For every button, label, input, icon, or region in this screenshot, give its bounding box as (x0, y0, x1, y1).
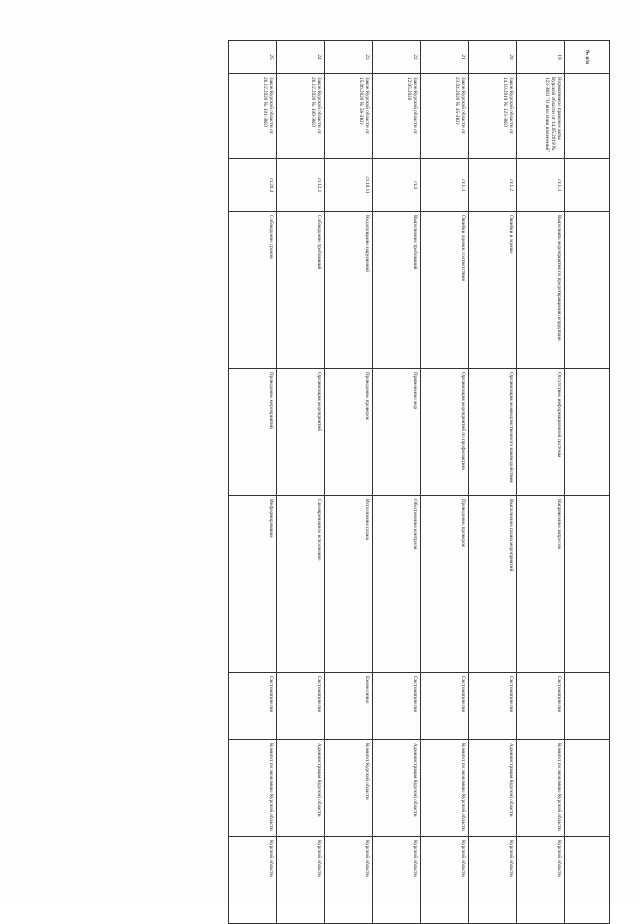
row-control: Курской области (325, 837, 373, 924)
row-measure: Направление запросов (517, 496, 565, 673)
table-row (373, 41, 421, 924)
row-risk: Отсутствие информационной системы (517, 369, 565, 496)
row-number: 22 (373, 41, 421, 74)
document-table (228, 40, 610, 924)
row-control: Курской области (373, 837, 421, 924)
row-measure: Обеспечение контроля (373, 496, 421, 673)
table-row (325, 41, 373, 924)
row-requirement: Ошибки в оценке (469, 212, 517, 369)
row-responsible: Администрация Курской области (277, 740, 325, 837)
header-num: № п/п (565, 41, 610, 74)
row-risk: Организация межведомственного взаимодействия (469, 369, 517, 496)
table-row (277, 41, 325, 924)
table-row (469, 41, 517, 924)
row-article: ст.10.11 (325, 159, 373, 212)
row-document: Закон Курской области от 14.10.2019 № 123-ЗКО (469, 74, 517, 159)
row-risk: Применение мер (373, 369, 421, 496)
rotated-document-sheet (50, 40, 610, 877)
row-document: Закон Курской области от 12.05.2020 (373, 74, 421, 159)
row-responsible: Комитет по экономике Курской области (421, 740, 469, 837)
header-control (565, 837, 610, 924)
row-article: ст.4 (373, 159, 421, 212)
row-risk: Организация мероприятий (277, 369, 325, 496)
table-row (517, 41, 565, 924)
row-periodicity: Систематически (277, 673, 325, 740)
row-number: 25 (229, 41, 277, 74)
row-number: 19 (517, 41, 565, 74)
row-article: ст.1.2 (469, 159, 517, 212)
row-responsible: Комитет по экономике Курской области (517, 740, 565, 837)
row-document: Закон Курской области от 26.12.2020 № 100-ЗКО (277, 74, 325, 159)
row-document: Нормативное правовое акты Курской области от 14.05.2019 № 123-ЗКО "О внесении изменений" (517, 74, 565, 159)
row-article: ст.12.1 (277, 159, 325, 212)
row-control: Курской области (517, 837, 565, 924)
row-requirement: Выполнение требований (373, 212, 421, 369)
row-measure: Проведение проверок (421, 496, 469, 673)
row-measure: Своевременное исполнение (277, 496, 325, 673)
row-requirement: Недопущение нарушений (325, 212, 373, 369)
row-document: Закон Курской области от 15.06.2020 № 56-ЗКО (325, 74, 373, 159)
row-measure: Исполнение плана (325, 496, 373, 673)
row-control: Курской области (229, 837, 277, 924)
header-responsible (565, 740, 610, 837)
row-number: 20 (469, 41, 517, 74)
table-row (421, 41, 469, 924)
header-measure (565, 496, 610, 673)
row-measure: Выполнение плана мероприятий (469, 496, 517, 673)
row-number: 21 (421, 41, 469, 74)
row-responsible: Комитет Курской области (325, 740, 373, 837)
header-doc (565, 74, 610, 159)
row-risk: Проведение проверок (325, 369, 373, 496)
row-requirement: Соблюдение требований (277, 212, 325, 369)
header-requirement (565, 212, 610, 369)
row-article: ст.1.3 (421, 159, 469, 212)
row-periodicity: Систематически (421, 673, 469, 740)
row-responsible: Комитет по экономике Курской области (229, 740, 277, 837)
row-requirement: Соблюдение сроков (229, 212, 277, 369)
header-row (565, 41, 610, 924)
row-document: Закон Курской области от 23.04.2020 № 45-ЗКО (421, 74, 469, 159)
row-number: 23 (325, 41, 373, 74)
row-periodicity: Систематически (517, 673, 565, 740)
row-periodicity: Систематически (373, 673, 421, 740)
table-row (229, 41, 277, 924)
row-control: Курской области (469, 837, 517, 924)
row-responsible: Администрация Курской области (373, 740, 421, 837)
row-number: 24 (277, 41, 325, 74)
row-requirement: Ошибки оценки соответствия (421, 212, 469, 369)
header-periodicity (565, 673, 610, 740)
row-responsible: Администрация Курской области (469, 740, 517, 837)
row-control: Курской области (277, 837, 325, 924)
row-periodicity: Ежемесячно (325, 673, 373, 740)
row-control: Курской области (421, 837, 469, 924)
row-periodicity: Систематически (229, 673, 277, 740)
row-periodicity: Систематически (469, 673, 517, 740)
header-risk (565, 369, 610, 496)
header-article (565, 159, 610, 212)
row-requirement: Выполнять мероприятия по предотвращению коррупции (517, 212, 565, 369)
row-measure: Информирование (229, 496, 277, 673)
row-article: ст.20.4 (229, 159, 277, 212)
row-document: Закон Курской области от 26.12.2020 № 101-ЗКО (229, 74, 277, 159)
row-risk: Проведение мероприятий (229, 369, 277, 496)
row-article: ст.1.3 (517, 159, 565, 212)
row-risk: Организация мероприятий по профилактике (421, 369, 469, 496)
